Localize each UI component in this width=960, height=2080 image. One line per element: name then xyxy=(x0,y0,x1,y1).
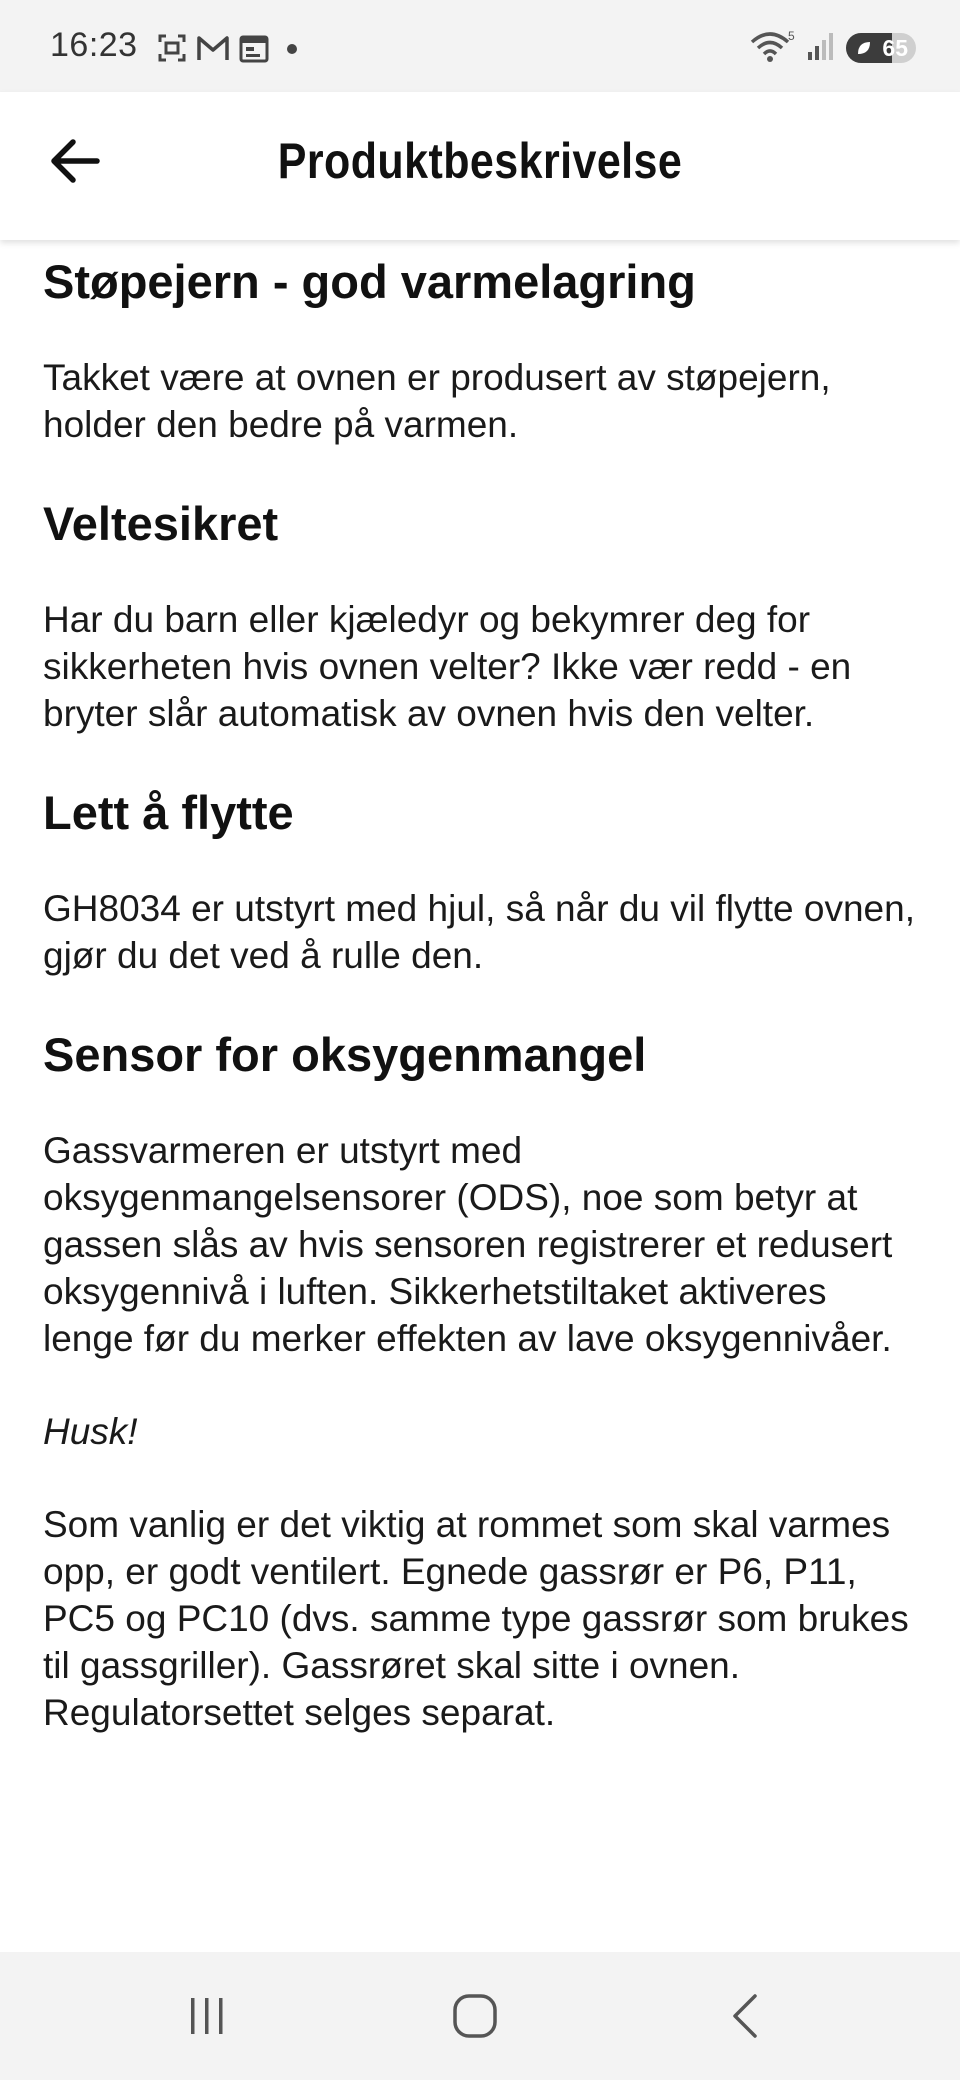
battery-saver-leaf-icon xyxy=(856,40,872,56)
section-body: Har du barn eller kjæledyr og bekymrer deg for sikkerheten hvis ovnen velter? Ikke vær redd - en bryter slår automatisk av ovnen hvis den velter. xyxy=(43,599,852,734)
page-title: Produktbeskrivelse xyxy=(277,133,683,189)
status-notification-icons xyxy=(156,30,302,66)
svg-text:5: 5 xyxy=(788,28,795,43)
section-heading: Veltesikret xyxy=(43,497,279,550)
home-button[interactable] xyxy=(440,1986,510,2046)
calendar-icon xyxy=(238,32,270,64)
notification-dot-icon xyxy=(278,32,302,64)
note-body: Som vanlig er det viktig at rommet som skal varmes opp, er godt ventilert. Egnede gassrør er P6, P11, PC5 og PC10 (dvs. samme type gassrør som brukes til gassgriller). Gassrøret skal sitte i ovnen. Regulatorsettet selges separat. xyxy=(43,1504,909,1733)
battery-level: 65 xyxy=(882,35,908,61)
screenshot-icon xyxy=(156,32,188,64)
section-heading: Støpejern - god varmelagring xyxy=(43,255,696,308)
product-description xyxy=(43,244,923,1736)
status-time: 16:23 xyxy=(50,26,138,64)
battery-icon xyxy=(846,33,916,63)
recents-button[interactable] xyxy=(172,1986,242,2046)
section-heading: Lett å flytte xyxy=(43,786,294,839)
nav-back-button[interactable] xyxy=(710,1986,780,2046)
wifi-icon xyxy=(750,28,796,69)
gmail-icon xyxy=(196,33,230,63)
section-heading: Sensor for oksygenmangel xyxy=(43,1028,647,1081)
section-body: Gassvarmeren er utstyrt med oksygenmangelsensorer (ODS), noe som betyr at gassen slås av hvis sensoren registrerer et redusert oksygennivå i luften. Sikkerhetstiltaket aktiveres lenge før du merker effekten av lave oksygennivåer. xyxy=(43,1130,893,1359)
app-bar xyxy=(0,92,960,240)
section-body: GH8034 er utstyrt med hjul, så når du vil flytte ovnen, gjør du det ved å rulle den. xyxy=(43,888,915,976)
status-bar xyxy=(0,0,960,92)
note-label: Husk! xyxy=(43,1411,138,1452)
signal-icon xyxy=(806,30,836,67)
system-navigation-bar xyxy=(0,1952,960,2080)
home-icon xyxy=(451,1992,499,2040)
section-body: Takket være at ovnen er produsert av støpejern, holder den bedre på varmen. xyxy=(43,357,831,445)
back-icon xyxy=(725,1992,765,2040)
status-system-icons xyxy=(750,28,916,68)
recents-icon xyxy=(185,1994,229,2038)
